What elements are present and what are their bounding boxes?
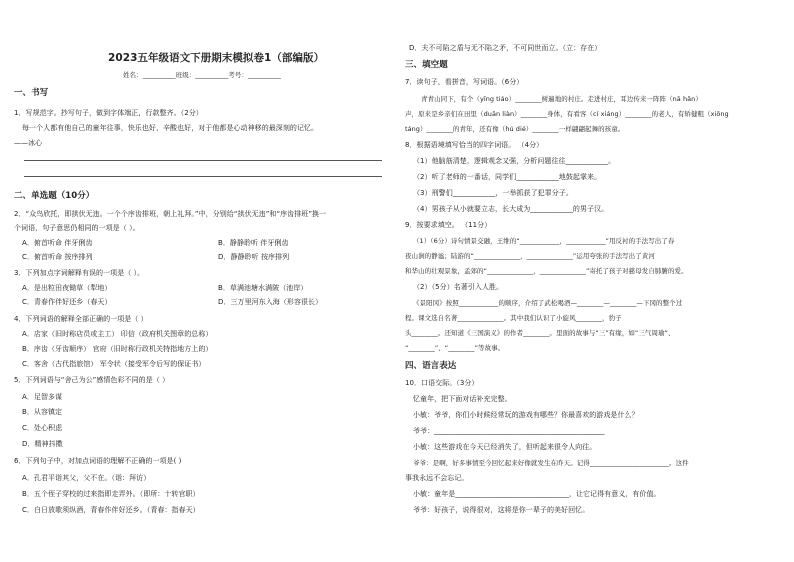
- question-3: 3．下列加点字词解释有误的一项是（ ）。: [14, 269, 145, 277]
- question-10: 10．口语交际。（3分）: [405, 379, 479, 387]
- student-info: 姓名：__________班级：__________考号：__________: [123, 71, 281, 79]
- section-heading-writing: 一、书写: [14, 88, 49, 98]
- q2-option-c: C．俯首听命 按序排列: [22, 253, 93, 261]
- dialogue-line-3: 小敏：这些游戏在今天已经消失了，但听起来很令人向往。: [413, 443, 597, 451]
- passage-author: ——冰心: [14, 139, 43, 147]
- q5-option-a: A．足智多谋: [22, 393, 63, 401]
- dialogue-line-4-cont: 事我永远不会忘记。: [405, 474, 469, 482]
- q8-item-1: （1）他脑筋清楚，逻辑观念又强，分析问题往往____________。: [413, 157, 616, 165]
- q9-part-2-line-2: 程。课文选自名著______________。其中我们认识了小旋风________，豹子: [405, 314, 622, 322]
- q6-option-d: D．夫不可陷之盾与无不陷之矛，不可同世而立。（立：存在）: [409, 44, 602, 52]
- question-1: 1．写规范字。抄写句子，做到字体端正，行款整齐。（2分）: [14, 109, 203, 117]
- writing-line: [24, 176, 382, 177]
- q5-option-c: C．处心积虑: [22, 424, 63, 432]
- section-heading-fill-in: 三、填空题: [405, 60, 448, 70]
- q8-item-4: （4）男孩子从小就要立志，长大成为____________的男子汉。: [413, 205, 609, 213]
- q9-part-2-line-4: “________”、“________”等故事。: [405, 344, 505, 352]
- dialogue-line-5: 小敏：童年是________________________________，让它记得有意义，有价值。: [413, 490, 661, 498]
- question-7: 7．读句子，看拼音，写词语。（6分）: [405, 78, 524, 86]
- q6-option-a: A．孔君平诣其父，父不在。（诣：拜访）: [22, 474, 151, 482]
- q9-part-1-line-3: 和华山的壮观景象，孟郊的“______________，______________”寄托了孩子对慈母发自肺腑的爱。: [405, 267, 688, 275]
- question-5: 5．下列词语与“舍己为公”感情色彩不同的是（ ）: [14, 376, 170, 384]
- dialogue-line-4: 爷爷：是啊，好多事情至今回忆起来好像就发生在昨天。记得________________________。这件: [413, 459, 689, 467]
- q7-line-2: 声，原来是乡亲们在田里（duān liàn）________身体，有看客（cí xiáng）________的老人，有矫健粗（xiōng: [405, 110, 729, 118]
- q10-instruction: 忆童年，把下面对话补充完整。: [413, 395, 512, 403]
- q6-option-b: B．五个侄子穿校的过来指即走弄外。（即所：十转官职）: [22, 490, 200, 498]
- q3-option-b: B．草满池塘水满陂（池岸）: [218, 284, 308, 292]
- q9-part-2-line-1: 《景阳冈》按照____________的顺序，介绍了武松喝酒—________—________—下冈的整个过: [413, 299, 683, 307]
- dialogue-line-6: 爷爷：好孩子，说得很对，这将是你一辈子的美好回忆。: [413, 506, 590, 514]
- question-2-cont: 个词语，句子意思仍相同的一项是（ ）。: [14, 224, 140, 232]
- q9-part-1-line-1: （1）（6分）诗句情景交融，王维的“____________，____________”用反衬的手法写出了春: [413, 237, 675, 245]
- q6-option-c: C．白日放歌须纵酒，青春作伴好还乡。（青春：指春天）: [22, 506, 200, 514]
- copy-passage: 每一个人都有他自己的童年往事，快乐也好，辛酸也好，对于他都是心动神移的最深刻的记忆。: [22, 124, 319, 132]
- q4-option-b: B．序齿（牙齿顺序） 官府（旧时称行政机关特指地方上的）: [22, 345, 213, 353]
- q9-part-2: （2）（5分）名著引入人胜。: [413, 283, 504, 291]
- section-heading-single-choice: 二、单选题（10分）: [14, 191, 95, 201]
- q8-item-2: （2）听了老师的一番话，同学们____________地鼓起掌来。: [413, 173, 602, 181]
- q3-option-c: C．青春作伴好还乡（春天）: [22, 298, 112, 306]
- page-title: 2023五年级语文下册期末模拟卷1（部编版）: [108, 52, 325, 64]
- q2-option-b: B．静静聆听 伴牙俐齿: [218, 239, 289, 247]
- question-4: 4．下列词语的解释全部正确的一项是（ ）: [14, 315, 148, 323]
- q4-option-a: A．店家（旧时称店员或主工） 印信（政府机关图章的总称）: [22, 330, 213, 338]
- section-heading-language-expression: 四、语言表达: [405, 361, 457, 371]
- question-9: 9．按要求填空。 （11分）: [405, 221, 492, 229]
- q5-option-d: D．精神抖擞: [22, 440, 63, 448]
- question-2: 2．“众鸟欣托，即拱伏无违。一个个序齿排班，朝上礼拜。”中，分别给“拱伏无违”和“序齿排班”换一: [14, 210, 327, 218]
- q5-option-b: B．从容镇定: [22, 408, 63, 416]
- q7-line-1: 青青山同下，有个（yīng tiáo）________树遍地的村庄。走进村庄，耳边传来一阵阵（nā hǎn）: [421, 95, 702, 103]
- q9-part-2-line-3: 头________。还知道《三国演义》的作者________。里面的故事与“三”有缘，如“三气周瑜”、: [405, 329, 675, 337]
- q2-option-d: D．静静聆听 按序排列: [218, 253, 290, 261]
- question-8: 8．根据语境填写恰当的四字词语。 （4分）: [405, 141, 544, 149]
- q3-option-a: A．是出粒田夜锄草（犁地）: [22, 284, 112, 292]
- question-6: 6．下列句子中，对加点词语的理解不正确的一项是( ): [14, 457, 182, 465]
- q7-line-3: táng）________的青年，还有像（hú dié）________一样翩翩起舞的孩童。: [405, 125, 625, 133]
- dialogue-line-2: 爷爷：________________________________________________: [413, 427, 605, 435]
- q3-option-d: D．三万里河东入海（形容很长）: [218, 298, 323, 306]
- q4-option-c: C．客舍（古代指旅馆） 军令状（接受军令后写的保证书）: [22, 360, 206, 368]
- q9-part-1-line-2: 夜山涧的静谧；陆游的“______________，______________”运用夸张的手法写出了黄河: [405, 252, 655, 260]
- writing-line: [24, 160, 382, 161]
- q2-option-a: A．俯首听命 伴牙俐齿: [22, 239, 93, 247]
- q8-item-3: （3）刑警们____________，一举抓获了犯罪分子。: [413, 189, 573, 197]
- dialogue-line-1: 小敏：爷爷，你们小时候经常玩的游戏有哪些？你最喜欢的游戏是什么？: [413, 411, 639, 419]
